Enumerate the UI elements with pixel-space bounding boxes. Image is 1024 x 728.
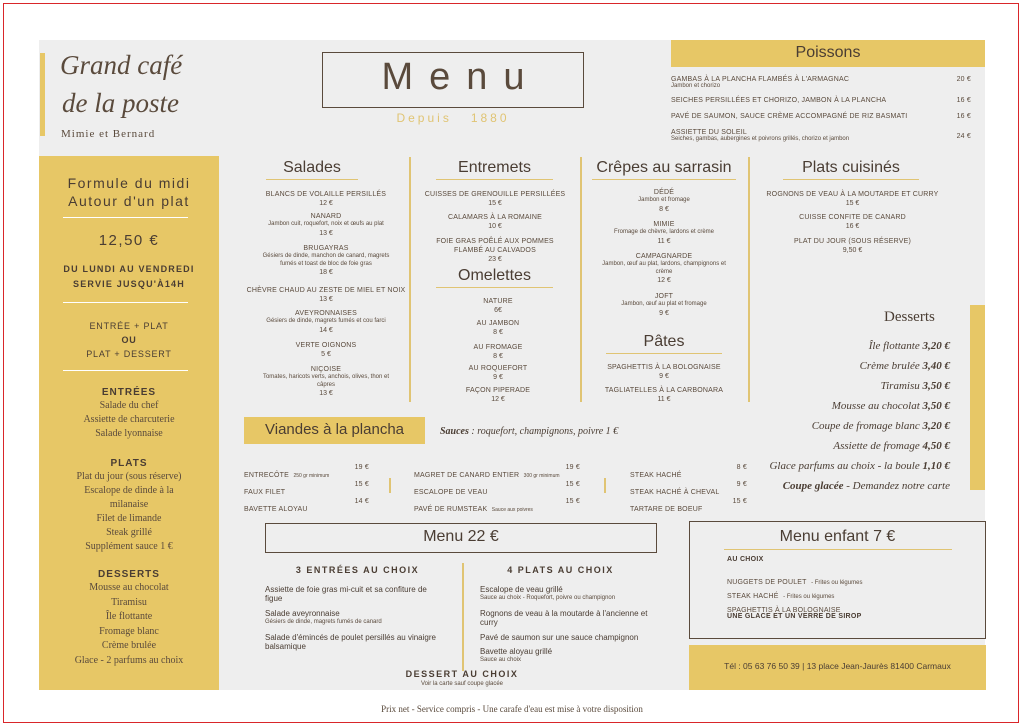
dessert-item-price: 1,10 €	[922, 460, 950, 472]
viande-item-name: ENTRECÔTE	[244, 472, 289, 479]
dessert-item-name: Mousse au chocolat	[831, 400, 920, 412]
brand-owners: Mimie et Bernard	[61, 128, 156, 140]
menu22-plat-item	[480, 609, 655, 627]
dessert-item	[769, 460, 950, 472]
plat-cuisine-item	[760, 237, 945, 256]
dessert-item-name: Tiramisu	[880, 380, 920, 392]
crepe-item-desc: Jambon, œuf au plat, lardons, champignons et crème	[602, 261, 726, 275]
salade-item	[240, 365, 412, 399]
plat-cuisine-item-price: 9,50 €	[842, 247, 863, 254]
salade-item-price: 13 €	[319, 296, 333, 303]
omelette-item	[424, 343, 572, 362]
menu22-plat-item	[480, 633, 655, 642]
poissons-item-name: SEICHES PERSILLÉES ET CHORIZO, JAMBON À LA PLANCHA	[671, 97, 887, 104]
viande-item	[630, 498, 747, 516]
viande-item-note: Sauce aux poivres	[491, 507, 533, 513]
pates-item-name: TAGLIATELLES À LA CARBONARA	[604, 387, 724, 394]
pates-item-price: 11 €	[657, 396, 671, 403]
formule-option1: ENTRÉE + PLAT	[89, 321, 169, 331]
viande-item-note: 300 gr minimum	[523, 473, 560, 479]
salades-title: Salades	[266, 159, 358, 180]
crepe-item	[593, 252, 735, 286]
menu22-dessert-title: DESSERT AU CHOIX	[405, 669, 519, 679]
formule-days-line2: SERVIE JUSQU'À14H	[73, 279, 185, 289]
salade-item-name: BLANCS DE VOLAILLE PERSILLÉS	[265, 191, 387, 198]
crepe-item-price: 9 €	[659, 309, 669, 317]
omelette-item-price: 6€	[494, 307, 502, 314]
entremets-item-price: 10 €	[488, 223, 502, 230]
formule-plat-item: Filet de limande	[96, 513, 162, 524]
omelette-item	[424, 319, 572, 338]
omelettes-title: Omelettes	[436, 267, 553, 288]
crepe-item-name: DÉDÉ	[653, 189, 675, 196]
dessert-coupe	[783, 480, 950, 492]
pates-item	[593, 386, 735, 405]
dessert-item-price: 4,50 €	[922, 440, 950, 452]
salade-item-name: NIÇOISE	[310, 366, 342, 373]
formule-divider	[63, 217, 188, 218]
dessert-item	[860, 360, 950, 372]
formule-entree-item: Salade lyonnaise	[95, 428, 163, 439]
formule-days	[39, 262, 219, 292]
poissons-item-name: PAVÉ DE SAUMON, SAUCE CRÈME ACCOMPAGNÉ DE RIZ BASMATI	[671, 113, 908, 120]
formule-plat-item: Supplément sauce 1 €	[85, 541, 173, 552]
enfant-item-desc: - Frites ou légumes	[811, 580, 863, 586]
entremets-item-name: CUISSES DE GRENOUILLE PERSILLÉES	[424, 191, 566, 198]
formule-dessert-item: Tiramisu	[111, 596, 147, 608]
dessert-item	[833, 440, 950, 452]
salade-item-desc: Gésiers de dinde, manchon de canard, magrets fumés et toast de bloc de foie gras	[262, 253, 390, 267]
crepe-item-price: 8 €	[659, 205, 669, 213]
formule-divider	[63, 370, 188, 371]
dessert-item-price: 3,50 €	[922, 400, 950, 412]
formule-option2: PLAT + DESSERT	[86, 349, 172, 359]
formule-desserts-title: DESSERTS	[98, 569, 160, 580]
viande-item	[630, 481, 747, 499]
omelette-item-price: 9 €	[493, 374, 503, 381]
formule-plat-item: Escalope de dinde à la	[84, 485, 174, 496]
viande-item-price: 8 €	[736, 464, 747, 471]
enfant-au-choix: AU CHOIX	[727, 556, 764, 563]
viande-item-price: 15 €	[565, 481, 580, 488]
enfant-extra: UNE GLACE ET UN VERRE DE SIROP	[727, 613, 862, 620]
desserts-title: Desserts	[884, 309, 935, 325]
crepes-title: Crêpes au sarrasin	[592, 159, 736, 180]
viande-item-note: 250 gr minimum	[293, 473, 330, 479]
viande-item	[414, 498, 580, 516]
dessert-item	[869, 340, 950, 352]
salade-item-name: CHÈVRE CHAUD AU ZESTE DE MIEL ET NOIX	[246, 287, 406, 294]
salade-item-name: BRUGAYRAS	[303, 245, 349, 252]
crepe-item-name: MIMIE	[653, 221, 675, 228]
formule-entrees	[39, 386, 219, 441]
brand-accent-bar	[40, 53, 45, 136]
formule-divider	[63, 302, 188, 303]
menu22-title: Menu 22 €	[423, 528, 499, 545]
crepe-item-name: JOFT	[654, 293, 674, 300]
entremets-item	[424, 237, 566, 265]
salade-item	[240, 309, 412, 336]
menu22-entree-item	[265, 633, 442, 651]
menu22-plat-name: Rognons de veau à la moutarde à l'ancienne et curry	[480, 609, 648, 627]
viande-item-name: ESCALOPE DE VEAU	[414, 489, 488, 496]
menu22-plat-name: Escalope de veau grillé	[480, 585, 563, 594]
viande-item-price: 14 €	[354, 498, 369, 505]
viande-item	[244, 498, 369, 516]
enfant-title: Menu enfant 7 €	[779, 528, 896, 545]
salade-item-price: 18 €	[319, 269, 333, 276]
viande-item	[244, 481, 369, 499]
viande-item-price: 19 €	[565, 464, 580, 471]
menu22-plat-item	[480, 585, 655, 603]
salade-item	[240, 212, 412, 239]
crepe-item-desc: Jambon et fromage	[638, 197, 690, 203]
brand-name-line2: de la poste	[62, 88, 179, 118]
menu22-entrees-title: 3 ENTRÉES AU CHOIX	[295, 565, 420, 575]
poissons-item-price: 24 €	[956, 133, 971, 140]
poissons-item-desc: Seiches, gambas, aubergines et poivrons grillés, chorizo et jambon	[671, 136, 850, 142]
menu22-divider	[462, 563, 464, 671]
crepe-item-name: CAMPAGNARDE	[635, 253, 693, 260]
enfant-item-name: STEAK HACHÉ	[727, 593, 779, 600]
viande-item	[244, 464, 369, 482]
dessert-item-name: Île flottante	[868, 340, 920, 352]
pates-item	[593, 363, 735, 382]
poissons-item-price: 16 €	[956, 97, 971, 104]
entremets-item	[424, 190, 566, 209]
pates-title: Pâtes	[606, 333, 722, 354]
entremets-item-name: CALAMARS À LA ROMAINE	[447, 214, 543, 221]
desserts-accent-bar	[970, 305, 985, 490]
dessert-item-name: Glace parfums au choix - la boule	[769, 460, 920, 472]
menu22-plat-desc: Sauce au choix	[480, 657, 522, 663]
viande-item-price: 15 €	[732, 498, 747, 505]
plat-cuisine-item-name: PLAT DU JOUR (SOUS RÉSERVE)	[793, 238, 912, 245]
poissons-title: Poissons	[795, 44, 861, 61]
viande-item-name: STEAK HACHÉ À CHEVAL	[630, 489, 720, 496]
viandes-divider	[604, 478, 606, 493]
dessert-item	[832, 400, 950, 412]
salade-item	[240, 244, 412, 278]
menu22-dessert-desc: Voir la carte sauf coupe glacée	[420, 681, 504, 687]
omelette-item-name: FAÇON PIPERADE	[465, 387, 531, 394]
omelette-item	[424, 364, 572, 383]
dessert-item	[881, 380, 950, 392]
salade-item	[240, 286, 412, 305]
entremets-item-price: 23 €	[488, 256, 502, 263]
formule-plats-title: PLATS	[110, 458, 148, 469]
formule-title	[39, 174, 219, 210]
crepe-item-desc: Jambon, œuf au plat et fromage	[621, 301, 707, 307]
poissons-item	[671, 113, 971, 120]
plat-cuisine-item-price: 15 €	[845, 200, 860, 207]
poissons-item	[671, 129, 971, 142]
dessert-item-price: 3,40 €	[922, 360, 950, 372]
salade-item-price: 13 €	[319, 390, 333, 397]
plat-cuisine-item-name: CUISSE CONFITE DE CANARD	[799, 214, 906, 221]
plat-cuisine-item-price: 16 €	[845, 223, 860, 230]
menu22-entree-item	[265, 609, 442, 627]
formule-desserts	[39, 568, 219, 668]
dessert-item-price: 3,20 €	[922, 420, 950, 432]
formule-dessert-item: Île flottante	[105, 611, 153, 622]
crepe-item	[593, 188, 735, 215]
menu22-entree-name: Salade aveyronnaise	[265, 609, 340, 618]
salade-item-desc: Gésiers de dinde, magrets fumés et cou farci	[266, 318, 386, 324]
omelette-item-name: NATURE	[483, 298, 513, 305]
menu22-plats-title: 4 PLATS AU CHOIX	[507, 565, 614, 575]
viande-item-price: 15 €	[354, 481, 369, 488]
formule-price: 12,50 €	[98, 232, 160, 249]
viandes-title: Viandes à la plancha	[265, 421, 404, 438]
menu-title: Menu	[381, 56, 541, 98]
poissons-item-price: 20 €	[956, 76, 971, 83]
viandes-sauces	[440, 426, 618, 437]
column-divider	[748, 157, 750, 402]
enfant-item-desc: - Frites ou légumes	[783, 594, 835, 600]
enfant-item-name: NUGGETS DE POULET	[727, 579, 807, 586]
menu22-entree-name: Assiette de foie gras mi-cuit et sa confiture de figue	[265, 585, 427, 603]
formule-days-line1: DU LUNDI AU VENDREDI	[63, 264, 195, 274]
menu-since: Depuis 1880	[396, 111, 510, 125]
entremets-item-price: 15 €	[488, 200, 502, 207]
entremets-title: Entremets	[436, 159, 553, 180]
omelette-item-name: AU FROMAGE	[473, 344, 523, 351]
viande-item-price: 9 €	[736, 481, 747, 488]
dessert-item-price: 3,50 €	[922, 380, 950, 392]
plat-cuisine-item-name: ROGNONS DE VEAU À LA MOUTARDE ET CURRY	[766, 191, 939, 198]
viande-item-name: STEAK HACHÉ	[630, 472, 682, 479]
menu22-plat-name: Bavette aloyau grillé	[480, 647, 553, 656]
pates-item-name: SPAGHETTIS À LA BOLOGNAISE	[607, 364, 721, 371]
formule-dessert-item: Crème brulée	[101, 640, 157, 651]
crepe-item	[593, 292, 735, 319]
viande-item	[630, 464, 747, 482]
viande-item-name: BAVETTE ALOYAU	[244, 506, 308, 513]
menu22-entree-name: Salade d'émincés de poulet persillés au vinaigre balsamique	[265, 633, 436, 651]
viandes-sauces-label: Sauces	[440, 426, 469, 437]
plats-cuisines-title: Plats cuisinés	[783, 159, 919, 180]
viande-item-name: TARTARE DE BOEUF	[630, 506, 703, 513]
entremets-item	[424, 213, 566, 232]
crepe-item	[593, 220, 735, 247]
salade-item-desc: Jambon cuit, roquefort, noix et œufs au plat	[268, 221, 384, 227]
dessert-coupe-text: - Demandez notre carte	[846, 480, 950, 492]
crepe-item-desc: Fromage de chèvre, lardons et crème	[613, 229, 715, 235]
omelette-item-price: 8 €	[493, 353, 503, 360]
menu22-entree-item	[265, 585, 442, 603]
salade-item-name: VERTE OIGNONS	[295, 342, 357, 349]
enfant-divider	[724, 549, 952, 550]
column-divider	[580, 157, 582, 402]
poissons-item	[671, 76, 971, 89]
menu22-plat-name: Pavé de saumon sur une sauce champignon	[480, 633, 639, 642]
formule-options	[39, 319, 219, 361]
crepe-item-price: 12 €	[657, 277, 671, 284]
menu22-plat-desc: Sauce au choix - Roquefort, poivre ou champignon	[480, 595, 616, 601]
viande-item	[414, 481, 580, 499]
poissons-item-name: GAMBAS À LA PLANCHA FLAMBÉS À L'ARMAGNAC	[671, 76, 850, 83]
salade-item	[240, 190, 412, 209]
formule-entree-item: Salade du chef	[99, 400, 159, 411]
dessert-item-name: Coupe de fromage blanc	[811, 420, 920, 432]
crepe-item-price: 11 €	[657, 237, 671, 245]
formule-plats	[39, 457, 219, 554]
brand-name-line1: Grand café	[60, 50, 183, 80]
viandes-sauces-text: : roquefort, champignons, poivre 1 €	[471, 426, 619, 437]
formule-entrees-title: ENTRÉES	[101, 387, 157, 398]
poissons-item-desc: Jambon et chorizo	[671, 83, 721, 89]
viande-item-name: PAVÉ DE RUMSTEAK	[414, 506, 488, 513]
formule-title-line2: Autour d'un plat	[68, 193, 190, 209]
formule-title-line1: Formule du midi	[67, 175, 191, 191]
plat-cuisine-item	[760, 190, 945, 209]
salade-item-price: 13 €	[319, 229, 333, 237]
salade-item-name: AVEYRONNAISES	[295, 310, 357, 317]
footer-note: Prix net - Service compris - Une carafe d'eau est mise à votre disposition	[381, 704, 643, 714]
formule-plat-item: Plat du jour (sous réserve)	[76, 471, 182, 482]
formule-plat-item: Steak grillé	[106, 527, 152, 538]
poissons-item	[671, 97, 971, 104]
dessert-item-name: Assiette de fromage	[833, 440, 920, 452]
omelette-item	[424, 386, 572, 405]
formule-entree-item: Assiette de charcuterie	[83, 414, 175, 425]
poissons-item-price: 16 €	[956, 113, 971, 120]
omelette-item-name: AU JAMBON	[476, 320, 520, 327]
dessert-item-price: 3,20 €	[922, 340, 950, 352]
formule-or: OU	[121, 335, 137, 345]
viandes-divider	[389, 478, 391, 493]
omelette-item-price: 12 €	[491, 396, 505, 403]
salade-item	[240, 341, 412, 360]
dessert-coupe-label: Coupe glacée	[782, 480, 844, 492]
formule-dessert-item: Mousse au chocolat	[89, 582, 169, 593]
plat-cuisine-item	[760, 213, 945, 232]
viande-item	[414, 464, 580, 482]
dessert-item	[812, 420, 950, 432]
salade-item-price: 12 €	[319, 200, 333, 207]
dessert-item-name: Crème brulée	[859, 360, 920, 372]
salade-item-name: NANARD	[310, 213, 342, 220]
omelette-item-name: AU ROQUEFORT	[468, 365, 528, 372]
entremets-item-name: FOIE GRAS POÊLÉ AUX POMMES FLAMBÉ AU CALVADOS	[436, 238, 554, 254]
viande-item-price: 19 €	[354, 464, 369, 471]
salade-item-price: 5 €	[321, 351, 331, 358]
salade-item-desc: Tomates, haricots verts, anchois, olives, thon et câpres	[262, 374, 390, 388]
enfant-item-name: SPAGHETTIS À LA BOLOGNAISE	[727, 607, 841, 614]
salade-item-price: 14 €	[319, 326, 333, 334]
omelette-item-price: 8 €	[493, 329, 503, 336]
viande-item-price: 15 €	[565, 498, 580, 505]
formule-dessert-item: Fromage blanc	[99, 625, 159, 637]
viande-item-name: FAUX FILET	[244, 489, 286, 496]
pates-item-price: 9 €	[659, 373, 669, 380]
viande-item-name: MAGRET DE CANARD ENTIER	[414, 472, 520, 479]
poissons-item-name: ASSIETTE DU SOLEIL	[671, 129, 747, 136]
omelette-item	[424, 297, 572, 316]
menu22-entree-desc: Gésiers de dinde, magrets fumés de canard	[265, 619, 382, 625]
formule-dessert-item: Glace - 2 parfums au choix	[74, 654, 184, 666]
contact-info: Tél : 05 63 76 50 39 | 13 place Jean-Jaurès 81400 Carmaux	[724, 661, 951, 671]
formule-plat-item: milanaise	[109, 499, 149, 510]
menu22-plat-item	[480, 647, 655, 665]
